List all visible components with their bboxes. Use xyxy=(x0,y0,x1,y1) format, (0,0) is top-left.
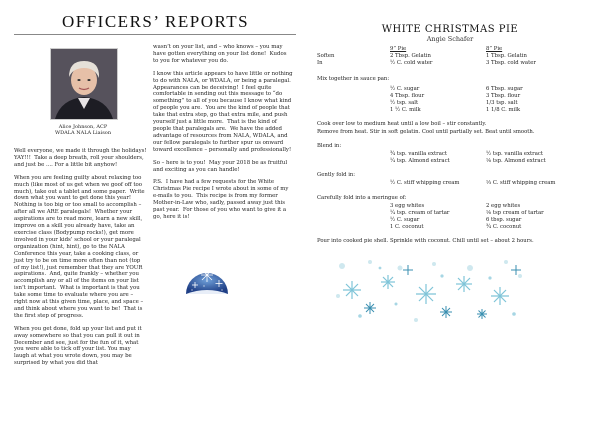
ingredient-9in: ½ tsp. salt xyxy=(390,100,419,106)
step-label: Soften xyxy=(317,53,335,59)
article-column-2 xyxy=(153,44,293,227)
ingredient-8in: 6 tbsp. sugar xyxy=(486,217,522,223)
instruction-line: Cook over low to medium heat until a low boil – stir constantly. xyxy=(317,121,487,127)
paragraph: I know this article appears to have little or nothing to do with NALA, or WDALA, or being a paralegal. Appearances can be deceiving! I feel quite comfortable in sending out this message to “do something” to all of you because I know what kind of people you are. You are the kind of people that take that extra step, go that extra mile, and push yourself just a little more. That is the kind of people that paralegals are. We have the added advantage of resources from NALA, WDALA, and our fellow paralegals to further spur us onward toward excellence – personally and professionally! xyxy=(153,70,295,153)
ingredient-8in: 3 Tbsp. cold water xyxy=(486,60,536,66)
step-label: In xyxy=(317,60,323,66)
recipe-author: Angie Schafer xyxy=(426,35,474,43)
ingredient-8in: 1 1/8 C. milk xyxy=(486,107,521,113)
ingredient-9in: ½ C. cold water xyxy=(390,60,433,66)
ingredient-8in: 1/3 tsp. salt xyxy=(486,100,518,106)
author-name: Alice Johnson, ACP xyxy=(58,124,108,130)
ingredient-9in: ½ C. stiff whipping cream xyxy=(390,180,460,186)
ingredient-9in: ¾ tsp. vanilla extract xyxy=(390,151,447,157)
recipe-page xyxy=(300,0,600,424)
author-photo xyxy=(50,48,118,120)
step-label: Blend in: xyxy=(317,143,342,149)
ingredient-9in: ¼ tsp. cream of tartar xyxy=(390,210,450,216)
ingredient-8in: 1 Tbsp. Gelatin xyxy=(486,53,527,59)
step-label: Mix together in sauce pan: xyxy=(317,76,390,82)
instruction-line: Pour into cooked pie shell. Sprinkle with coconut. Chill until set – about 2 hours. xyxy=(317,238,534,244)
ingredient-8in: ⅓ C. stiff whipping cream xyxy=(486,180,556,186)
recipe-title: WHITE CHRISTMAS PIE xyxy=(381,24,519,35)
step-label: Gently fold in: xyxy=(317,172,356,178)
step-label: Carefully fold into a meringue of: xyxy=(317,195,407,201)
author-role: WDALA NALA Liaison xyxy=(54,130,112,136)
paragraph: When you are feeling guilty about relaxing too much (like most of us get when we goof off too much), take out a tablet and some paper. Write down what you want to get done this year! Nothing is too big or too small to accomplish – after all we ARE paralegals! Whether your aspirations are to read more, learn a new skill, improve on a skill you already have, take an exercise class (Bodypump rocks!), get more involved in your kids’ school or your paralegal organization (hint, hint), go to the NALA Conference this year, take a cooking class, or just try to be on time more often than not (top of my list!), just remember that they are YOUR aspirations. And, quite frankly – whether you accomplish any or all of the items on your list isn’t important. What is important is that you take some time to evaluate where you are – right now at this given time, place, and space – and think about where you want to be! That is the first step of progress. xyxy=(14,174,147,319)
column-header-8in: 8” Pie xyxy=(486,46,503,52)
paragraph: wasn’t on your list, and – who knows – you may have gotten everything on your list done! Kudos to you for whatever you do. xyxy=(153,44,289,64)
ingredient-9in: 2 Tbsp. Gelatin xyxy=(390,53,431,59)
ingredient-9in: ½ C. sugar xyxy=(390,217,420,223)
ingredient-8in: 6 Tbsp. sugar xyxy=(486,86,523,92)
instruction-line: Remove from heat. Stir in soft gelatin. Cool until partially set. Beat until smooth. xyxy=(317,129,535,135)
ingredient-9in: ¼ tsp. Almond extract xyxy=(390,158,450,164)
page-title: OFFICERS’ REPORTS xyxy=(62,12,250,31)
title-divider xyxy=(14,34,296,35)
snowflake-globe-icon xyxy=(184,256,230,302)
paragraph: When you get done, fold up your list and put it away somewhere so that you can pull it out in December and see, just for the fun of it, what you were able to tick off your list. You may laugh at what you wrote down, you may be surprised by what you did that xyxy=(14,325,144,367)
column-header-9in: 9” Pie xyxy=(390,46,407,52)
ingredient-8in: ⅛ tsp. Almond extract xyxy=(486,158,546,164)
ingredient-9in: 1 C. coconut xyxy=(390,224,424,230)
ingredient-9in: 1 ½ C. milk xyxy=(390,107,421,113)
ingredient-9in: 3 egg whites xyxy=(390,203,425,209)
paragraph: P.S. I have had a few requests for the White Christmas Pie recipe I wrote about in some of my e-mails to you. This recipe is from my former Mother-in-Law who, sadly, passed away just this past year. For those of you who want to give it a go, here it is! xyxy=(153,179,291,220)
ingredient-8in: 2 egg whites xyxy=(486,203,521,209)
ingredient-8in: ½ tsp. vanilla extract xyxy=(486,151,543,157)
ingredient-9in: 4 Tbsp. flour xyxy=(390,93,425,99)
article-column-1 xyxy=(14,148,150,373)
ingredient-9in: ½ C. sugar xyxy=(390,86,420,92)
paragraph: So – here is to you! May your 2018 be as fruitful and exciting as you can handle! xyxy=(153,159,289,173)
ingredient-8in: 3 Tbsp. flour xyxy=(486,93,521,99)
snowflake-border-icon xyxy=(330,256,528,326)
ingredient-8in: ⅛ tsp cream of tartar xyxy=(486,210,544,216)
ingredient-8in: ¾ C. coconut xyxy=(486,224,522,230)
paragraph: Well everyone, we made it through the holidays! YAY!!! Take a deep breath, roll your shoulders, and just be .... For a little bit anyhow! xyxy=(14,148,150,168)
